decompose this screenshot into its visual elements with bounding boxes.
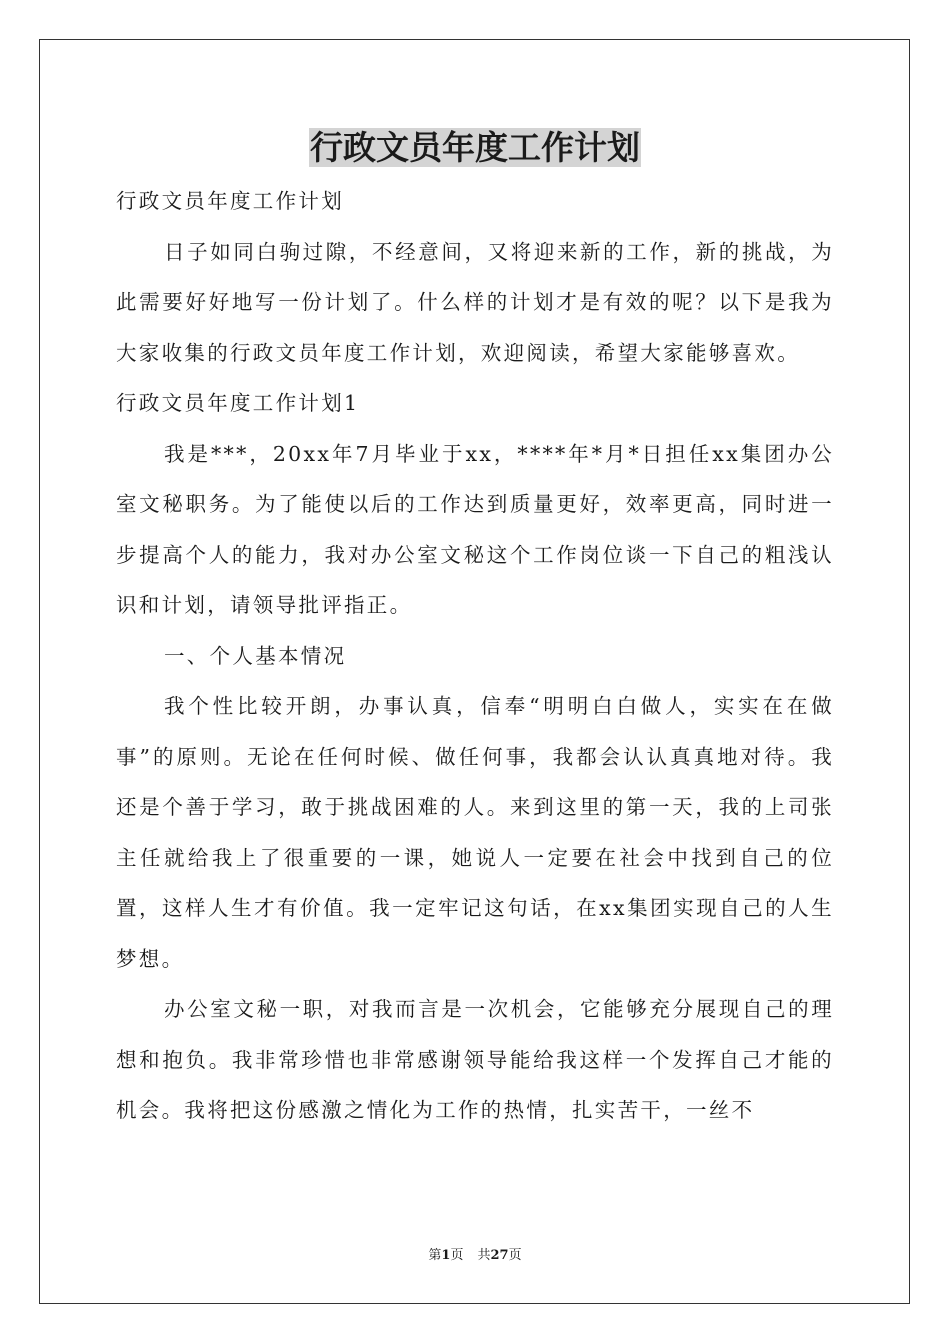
document-title-text: 行政文员年度工作计划 bbox=[310, 128, 640, 167]
total-suffix: 页 bbox=[508, 1248, 522, 1263]
body-paragraph: 办公室文秘一职，对我而言是一次机会，它能够充分展现自己的理想和抱负。我非常珍惜也非常感谢领导能给我这样一个发挥自己才能的机会。我将把这份感激之情化为工作的热情，扎实苦干，一丝不 bbox=[116, 997, 834, 1122]
section-heading: 行政文员年度工作计划1 bbox=[116, 391, 360, 415]
subsection-heading: 一、个人基本情况 bbox=[164, 643, 347, 668]
body-paragraph: 我是***，20xx年7月毕业于xx，****年*月*日担任xx集团办公室文秘职务。为了能使以后的工作达到质量更好，效率更高，同时进一步提高个人的能力，我对办公室文秘这个工作岗位谈一下自己的粗浅认识和计划，请领导批评指正。 bbox=[116, 441, 834, 617]
document-title bbox=[0, 125, 950, 171]
body-paragraph: 我个性比较开朗，办事认真，信奉“明明白白做人，实实在在做事”的原则。无论在任何时候、做任何事，我都会认认真真地对待。我还是个善于学习，敢于挑战困难的人。来到这里的第一天，我的上司张主任就给我上了很重要的一课，她说人一定要在社会中找到自己的位置，这样人生才有价值。我一定牢记这句话，在xx集团实现自己的人生梦想。 bbox=[116, 694, 834, 971]
document-body bbox=[116, 176, 834, 1136]
page-suffix: 页 bbox=[450, 1248, 464, 1263]
intro-paragraph: 日子如同白驹过隙，不经意间，又将迎来新的工作，新的挑战，为此需要好好地写一份计划了。什么样的计划才是有效的呢？以下是我为大家收集的行政文员年度工作计划，欢迎阅读，希望大家能够喜欢。 bbox=[116, 239, 834, 365]
total-pages: 27 bbox=[490, 1248, 509, 1263]
subtitle-paragraph: 行政文员年度工作计划 bbox=[116, 189, 344, 213]
page-number: 1 bbox=[441, 1248, 451, 1263]
total-prefix: 共 bbox=[477, 1248, 491, 1263]
page-footer bbox=[0, 1247, 950, 1265]
page-prefix: 第 bbox=[428, 1248, 442, 1263]
